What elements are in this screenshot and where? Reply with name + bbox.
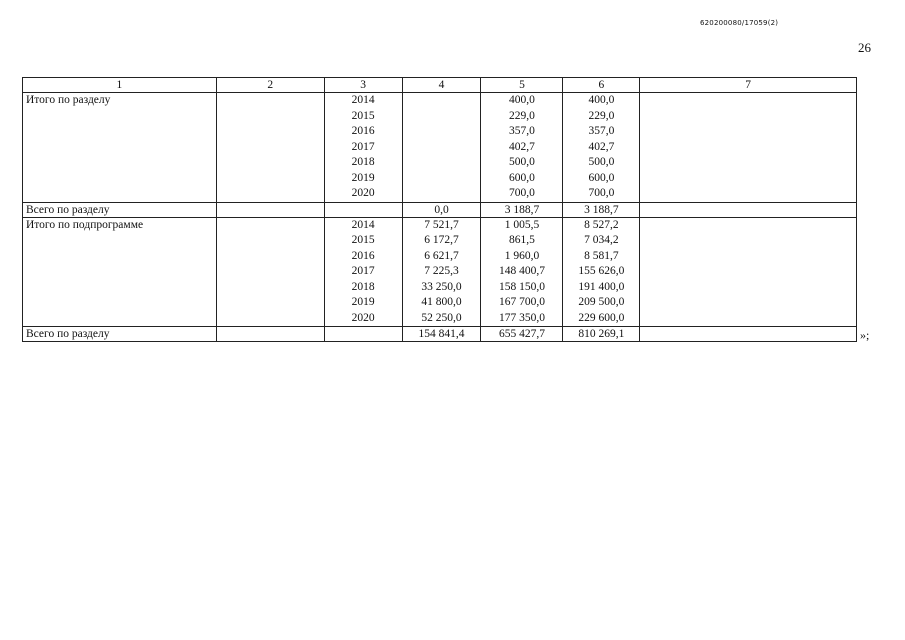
value: 33 250,0 [421, 280, 462, 293]
table-row [23, 217, 857, 327]
value: 7 225,3 [424, 265, 459, 277]
value: 1 005,5 [504, 218, 540, 231]
year-value: 2019 [351, 171, 375, 184]
years-cell [324, 93, 402, 203]
value: 8 581,7 [584, 249, 619, 262]
budget-table [22, 77, 857, 342]
table-row [23, 93, 857, 203]
year-value: 2014 [351, 218, 375, 231]
value: 400,0 [588, 94, 615, 106]
value: 8 527,2 [584, 218, 619, 231]
value: 177 350,0 [498, 311, 545, 324]
table-cell-empty [640, 202, 857, 217]
value: 41 800,0 [421, 296, 462, 308]
value: 148 400,7 [498, 265, 545, 277]
column-header: 5 [481, 78, 563, 93]
years-cell [324, 217, 402, 327]
value: 1 960,0 [504, 249, 540, 262]
col5-cell [481, 93, 563, 203]
column-header: 6 [563, 78, 640, 93]
year-value: 2017 [351, 265, 375, 277]
table-header-row [23, 78, 857, 93]
table-cell-empty [324, 202, 402, 217]
value: 229,0 [588, 109, 615, 122]
value: 7 034,2 [584, 234, 619, 246]
year-value: 2016 [351, 125, 375, 137]
value [405, 124, 479, 140]
value [405, 171, 479, 187]
value: 167 700,0 [498, 296, 545, 308]
total-value: 0,0 [402, 202, 481, 217]
value: 357,0 [588, 125, 615, 137]
document-id: 620200080/17059(2) [700, 19, 779, 27]
table-cell-empty [216, 202, 324, 217]
closing-quote-mark: »; [860, 328, 870, 342]
table-cell-empty [640, 327, 857, 342]
col5-cell [481, 217, 563, 327]
table-cell-empty [324, 327, 402, 342]
table-cell-empty [640, 217, 857, 327]
column-header: 7 [640, 78, 857, 93]
column-header: 4 [402, 78, 481, 93]
value: 209 500,0 [578, 296, 625, 308]
year-value: 2020 [351, 187, 375, 199]
value: 700,0 [588, 187, 615, 199]
total-value: 655 427,7 [481, 327, 563, 342]
value: 158 150,0 [498, 280, 545, 293]
column-header: 1 [23, 78, 217, 93]
value: 500,0 [588, 156, 615, 168]
table-cell-empty [216, 327, 324, 342]
year-value: 2015 [351, 234, 375, 246]
value [405, 93, 479, 109]
total-value: 810 269,1 [563, 327, 640, 342]
value: 600,0 [509, 171, 535, 184]
year-value: 2020 [351, 311, 375, 324]
table-cell-empty [640, 93, 857, 203]
total-value: 3 188,7 [481, 202, 563, 217]
value: 402,7 [509, 140, 535, 153]
table-cell-empty [216, 93, 324, 203]
value: 357,0 [509, 125, 535, 137]
value [405, 186, 479, 202]
year-value: 2019 [351, 296, 375, 308]
value: 155 626,0 [578, 265, 625, 277]
col6-cell [563, 93, 640, 203]
value: 191 400,0 [578, 280, 625, 293]
table-cell-empty [216, 217, 324, 327]
year-value: 2016 [351, 249, 375, 262]
row-label: Итого по подпрограмме [23, 217, 217, 327]
table-row-total [23, 202, 857, 217]
year-value: 2018 [351, 280, 375, 293]
table-row-total [23, 327, 857, 342]
year-value: 2014 [351, 94, 375, 106]
value: 400,0 [509, 94, 535, 106]
value: 6 621,7 [424, 249, 459, 262]
value: 6 172,7 [424, 234, 459, 246]
total-value: 3 188,7 [563, 202, 640, 217]
col6-cell [563, 217, 640, 327]
row-label: Всего по разделу [23, 202, 217, 217]
col4-cell [402, 217, 481, 327]
row-label: Итого по разделу [23, 93, 217, 203]
value: 700,0 [509, 187, 535, 199]
col4-cell [402, 93, 481, 203]
year-value: 2018 [351, 156, 375, 168]
year-value: 2017 [351, 140, 375, 153]
value: 229,0 [509, 109, 535, 122]
year-value: 2015 [351, 109, 375, 122]
total-value: 154 841,4 [402, 327, 481, 342]
value [405, 155, 479, 171]
value: 52 250,0 [421, 311, 462, 324]
value [405, 140, 479, 156]
value: 600,0 [588, 171, 615, 184]
value [405, 109, 479, 125]
row-label: Всего по разделу [23, 327, 217, 342]
value: 7 521,7 [424, 218, 459, 231]
page-number: 26 [858, 40, 871, 55]
value: 861,5 [509, 234, 535, 246]
value: 500,0 [509, 156, 535, 168]
column-header: 2 [216, 78, 324, 93]
value: 402,7 [588, 140, 615, 153]
column-header: 3 [324, 78, 402, 93]
value: 229 600,0 [578, 311, 625, 324]
